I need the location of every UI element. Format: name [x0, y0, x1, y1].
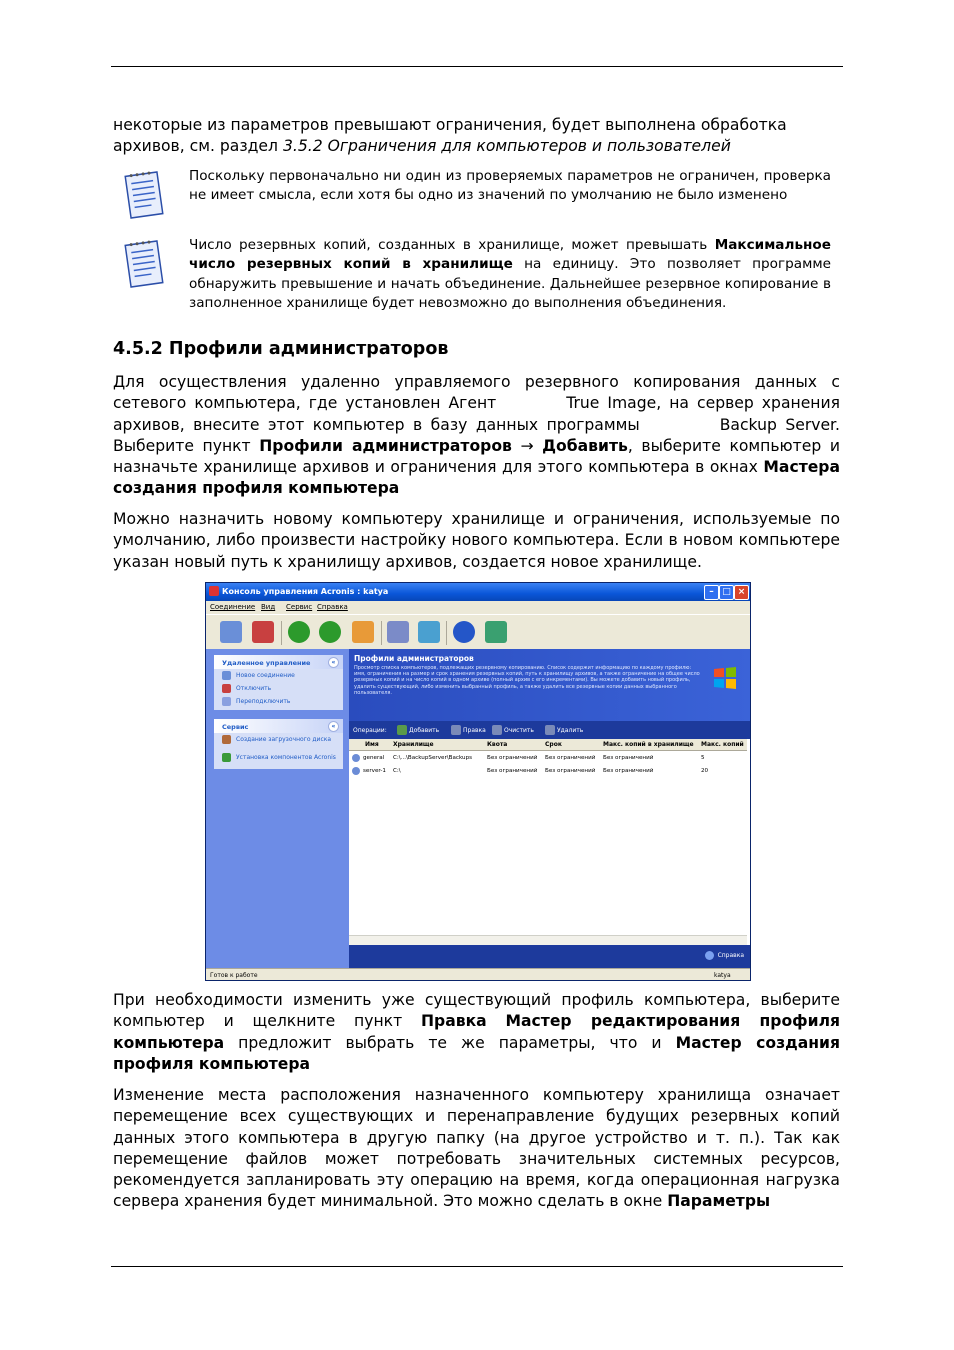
section-heading: 4.5.2 Профили администраторов: [113, 339, 449, 359]
collapse-icon[interactable]: «: [328, 657, 339, 668]
col-max-copies[interactable]: Макс. копий: [701, 741, 744, 748]
disk-icon: [222, 735, 231, 744]
add-button[interactable]: Добавить: [409, 727, 440, 734]
paragraph-1: [113, 372, 840, 500]
back-icon[interactable]: [288, 621, 310, 643]
para1-a: Для осуществления удаленно управляемого резервного копирования данных с сетевого компьютера, где установлен Агент: [113, 373, 840, 413]
paragraph-4: [113, 1085, 840, 1213]
paragraph-2: Можно назначить новому компьютеру хранилище и ограничения, используемые по умолчанию, либо произвести настройку нового компьютера. Если в новом компьютере указан новый путь к хранилищу архивов, создается новое хранилище.: [113, 510, 840, 571]
status-user: katya: [714, 972, 731, 979]
banner-description: Просмотр списка компьютеров, подлежащих резервному копированию. Список содержит информацию по каждому профилю: имя, ограничения на размер и срок хранения резервных копий, путь к хранилищу архивов, а также ограничение на общее число резервных копий и на число копий в одном архиве (полный архив с его инкрементами). Вы можете добавить новый профиль, удалить существующий, либо изменить выбранный профиль, а также удалить все резервные копии данных выбранного пользователя.: [354, 665, 700, 696]
table-row[interactable]: general C:\...\BackupServer\Backups Без ограничений Без ограничений Без ограничений 5: [349, 752, 747, 764]
para-top-line1: некоторые из параметров превышают ограничения, будет выполнена обработка: [113, 116, 787, 134]
edit-icon: [451, 725, 461, 735]
para1-bold3: Мастера создания профиля компьютера: [113, 458, 840, 498]
disconnect-item[interactable]: Отключить: [214, 682, 343, 695]
para-top-line2: архивов, см. раздел: [113, 137, 283, 156]
computer-icon: [352, 754, 360, 762]
para3-a: При необходимости изменить уже существующий профиль компьютера, выберите компьютер и щелкните пункт: [113, 991, 840, 1031]
help-bar: [349, 945, 750, 968]
reconnect-icon: [222, 697, 231, 706]
minimize-button[interactable]: –: [704, 585, 719, 600]
forward-icon[interactable]: [319, 621, 341, 643]
toolbar-separator: [446, 621, 447, 645]
banner-title: Профили администраторов: [354, 654, 474, 663]
para3-gap: [487, 1012, 506, 1030]
panel-header[interactable]: Удаленное управление «: [214, 655, 343, 669]
collapse-icon[interactable]: «: [328, 721, 339, 732]
table-header: [349, 739, 747, 751]
para3-bold3: Мастер создания профиля компьютера: [113, 1033, 840, 1073]
para1-arrow: →: [511, 436, 543, 455]
para1-b: True Image, на сервер хранения архивов, внесите этот компьютер в базу данных программы: [113, 394, 840, 434]
connect-icon[interactable]: [220, 621, 242, 643]
note-2-prefix: Число резервных копий, созданных в хранилище, может превышать: [189, 237, 715, 253]
window-titlebar: [206, 583, 750, 601]
boot-disk-item[interactable]: Создание загрузочного диска: [214, 733, 343, 751]
note-1: Поскольку первоначально ни один из проверяемых параметров не ограничен, проверка не имеет смысла, если хотя бы одно из значений по умолчанию не было изменено: [189, 168, 831, 204]
connect-icon: [222, 671, 231, 680]
windows-logo-icon: [712, 665, 738, 691]
info-banner: [349, 649, 750, 721]
backup-icon[interactable]: [387, 621, 409, 643]
restore-icon[interactable]: [418, 621, 440, 643]
new-connection-item[interactable]: Новое соединение: [214, 669, 343, 682]
para3-b: предложит выбрать те же параметры, что и: [224, 1033, 676, 1052]
maximize-button[interactable]: □: [719, 585, 734, 600]
toolbar-separator: [281, 621, 282, 645]
col-term[interactable]: Срок: [545, 741, 562, 748]
table-row[interactable]: server-1 C:\ Без ограничений Без ограничений Без ограничений 20: [349, 765, 747, 777]
col-quota[interactable]: Квота: [487, 741, 508, 748]
status-text: Готов к работе: [210, 972, 258, 979]
toolbar: [206, 614, 750, 650]
delete-button[interactable]: Удалить: [557, 727, 584, 734]
disconnect-icon[interactable]: [252, 621, 274, 643]
reconnect-item[interactable]: Переподключить: [214, 695, 343, 708]
note-2: [189, 236, 831, 313]
para1-bold2: Добавить: [542, 436, 628, 455]
para3-bold1: Правка: [420, 1012, 487, 1031]
menu-service[interactable]: Сервис: [286, 603, 313, 611]
install-components-item[interactable]: Установка компонентов Acronis: [214, 751, 343, 769]
top-rule: [111, 66, 843, 67]
operations-label: Операции:: [353, 727, 387, 734]
para4-bold: Параметры: [667, 1192, 771, 1211]
col-storage[interactable]: Хранилище: [393, 741, 434, 748]
para1-bold1: Профили администраторов: [259, 436, 512, 455]
delete-icon: [545, 725, 555, 735]
app-icon: [209, 586, 219, 596]
help-link[interactable]: Справка: [717, 952, 744, 959]
para3-bold2: Мастер редактирования профиля компьютера: [113, 1012, 840, 1052]
bottom-rule: [111, 1266, 843, 1267]
col-max-in-storage[interactable]: Макс. копий в хранилище: [603, 741, 694, 748]
notepad-icon: [120, 168, 166, 222]
paragraph-top: [113, 115, 840, 158]
menu-bar: [206, 601, 750, 613]
operations-bar: [349, 721, 750, 739]
paragraph-3: [113, 990, 840, 1075]
remote-management-panel: [214, 655, 343, 710]
col-name[interactable]: Имя: [365, 741, 379, 748]
install-icon: [222, 753, 231, 762]
note-2-bold: Максимальное число резервных копий в хранилище: [189, 237, 831, 273]
para1-c: Backup Server. Выберите пункт: [113, 415, 840, 455]
toolbar-separator: [381, 621, 382, 645]
left-task-pane: [206, 649, 349, 968]
window-title: Консоль управления Acronis : katya: [222, 587, 389, 596]
help-icon[interactable]: [453, 621, 475, 643]
clean-button[interactable]: Очистить: [504, 727, 534, 734]
section-link[interactable]: 3.5.2 Ограничения для компьютеров и пользователей: [282, 137, 731, 156]
service-panel: [214, 719, 343, 769]
add-icon: [397, 725, 407, 735]
web-icon[interactable]: [485, 621, 507, 643]
horizontal-scrollbar[interactable]: [349, 935, 747, 945]
menu-help[interactable]: Справка: [317, 603, 348, 611]
clean-icon: [492, 725, 502, 735]
menu-view[interactable]: Вид: [261, 603, 276, 611]
main-pane: [349, 649, 750, 968]
disconnect-icon: [222, 684, 231, 693]
notepad-icon: [120, 237, 166, 291]
para1-d: , выберите компьютер и назначьте хранилище архивов и ограничения для этого компьютера в окнах: [113, 436, 840, 477]
console-screenshot: [205, 582, 751, 981]
edit-button[interactable]: Правка: [463, 727, 486, 734]
para4-a: Изменение места расположения назначенного компьютеру хранилища означает перемещение всех существующих и перенаправление будущих резервных копий данных этого компьютера в другую папку (на другое устройство и т. п.). Так как перемещение файлов может потребовать значительных системных ресурсов, рекомендуется запланировать эту операцию на время, когда операционная нагрузка сервера хранения будет минимальной. Это можно сделать в окне: [113, 1086, 840, 1211]
home-icon[interactable]: [352, 621, 374, 643]
panel-header[interactable]: Сервис «: [214, 719, 343, 733]
menu-connection[interactable]: Соединение: [210, 603, 256, 611]
computer-icon: [352, 767, 360, 775]
help-icon: [705, 951, 714, 960]
status-bar: [206, 968, 750, 981]
note-2-suffix: на единицу. Это позволяет программе обнаружить превышение и начать объединение. Дальнейшее резервное копирование в заполненное хранилище будет невозможно до выполнения объединения.: [189, 256, 831, 311]
close-button[interactable]: ×: [734, 585, 749, 600]
